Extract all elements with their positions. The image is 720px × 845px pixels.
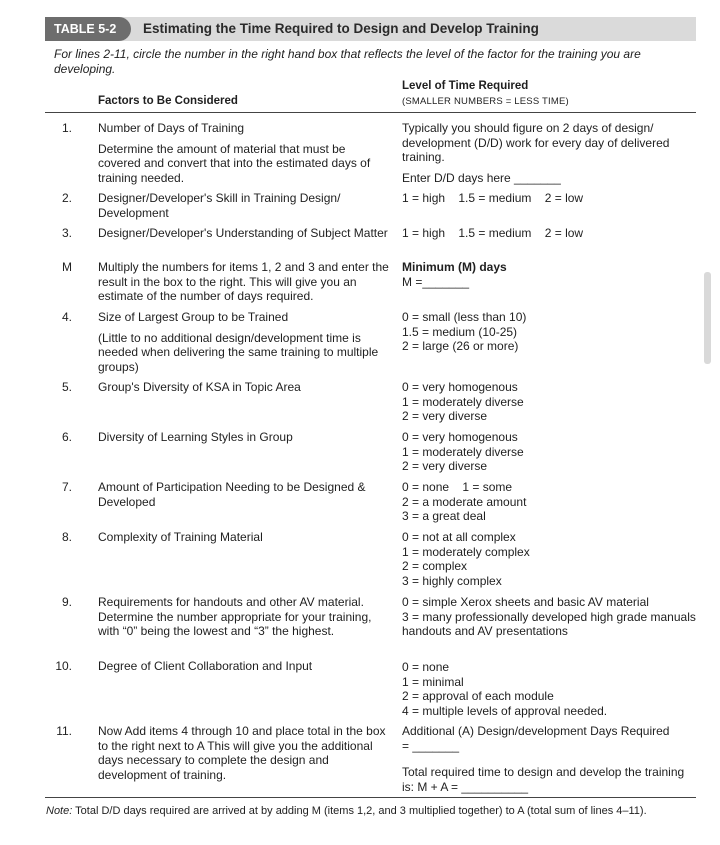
factor-cell [98, 310, 390, 374]
additional-days-entry: = _______ [402, 738, 460, 753]
level-cell [402, 121, 698, 185]
level-option: 0 = none [402, 660, 450, 674]
row-number: 7. [61, 480, 72, 494]
factor-title: Designer/Developer's Understanding of Subject Matter [98, 226, 388, 240]
level-cell [402, 310, 698, 354]
factor-title: Amount of Participation Needing to be Designed & Developed [98, 480, 366, 509]
level-cell [402, 724, 698, 794]
cropped-marks [520, 0, 670, 4]
level-option: 2 = approval of each module [402, 689, 554, 704]
level-cell [402, 595, 698, 639]
level-text: Typically you should figure on 2 days of design/ development (D/D) work for every day of delivered training. [402, 121, 670, 165]
level-column-subtitle: (SMALLER NUMBERS = LESS TIME) [402, 95, 569, 107]
level-cell [402, 530, 698, 588]
level-text: 1 = high 1.5 = medium 2 = low [402, 226, 584, 240]
table-title: Estimating the Time Required to Design and Develop Training [143, 21, 539, 36]
level-text: 1 = high 1.5 = medium 2 = low [402, 191, 584, 205]
factor-title: Requirements for handouts and other AV material. Determine the number appropriate for your training, with “0” being the lowest and “3” the highest. [98, 595, 372, 639]
note-label: Note: [46, 805, 73, 817]
level-option: 1 = moderately diverse [402, 444, 524, 459]
level-option: 3 = highly complex [402, 573, 502, 588]
minimum-days-title: Minimum (M) days [402, 260, 507, 274]
level-option: 2 = very diverse [402, 459, 488, 474]
level-option: 2 = a moderate amount [402, 494, 527, 509]
row-number: 5. [61, 380, 72, 394]
factor-detail: Determine the amount of material that must be covered and convert that into the estimated days of training needed. [98, 141, 371, 185]
level-option: 1.5 = medium (10-25) [402, 324, 518, 339]
row-number: 2. [61, 191, 72, 205]
table-number-tag: TABLE 5-2 [45, 17, 131, 41]
level-option: 0 = very homogenous [402, 430, 518, 444]
factors-column-header: Factors to Be Considered [98, 95, 238, 107]
row-number: 4. [61, 310, 72, 324]
row-number: 6. [61, 430, 72, 444]
level-option: 0 = none 1 = some [402, 480, 513, 494]
table-instructions: For lines 2-11, circle the number in the right hand box that reflects the level of the factor for the training you are developing. [54, 47, 641, 76]
level-cell [402, 380, 698, 424]
level-cell [402, 480, 698, 524]
row-number: 10. [55, 659, 72, 673]
row-number: 11. [56, 724, 72, 738]
factor-cell [98, 121, 390, 185]
minimum-days-entry: M =_______ [402, 274, 470, 289]
level-option: 1 = moderately complex [402, 544, 530, 559]
factor-title: Complexity of Training Material [98, 530, 263, 544]
table-note [46, 804, 716, 819]
scrollbar-thumb[interactable] [704, 272, 711, 364]
total-time-entry: Total required time to design and develop the training is: M + A = __________ [402, 765, 685, 794]
level-cell [402, 660, 698, 718]
level-option: 2 = very diverse [402, 409, 488, 424]
level-option: 4 = multiple levels of approval needed. [402, 703, 608, 718]
factor-title: Number of Days of Training [98, 121, 245, 135]
level-option: 1 = minimal [402, 674, 464, 689]
note-text: Total D/D days required are arrived at by adding M (items 1,2, and 3 multiplied together) to A (total sum of lines 4–11). [72, 805, 647, 817]
factor-title: Multiply the numbers for items 1, 2 and 3 and enter the result in the box to the right. This will give you an estimate of the number of days required. [98, 260, 389, 304]
level-option: 3 = many professionally developed high grade manuals handouts and AV presentations [402, 609, 696, 639]
level-option: 0 = simple Xerox sheets and basic AV material [402, 595, 649, 609]
dd-days-entry: Enter D/D days here _______ [402, 170, 561, 185]
level-cell [402, 260, 698, 289]
row-number: 9. [61, 595, 72, 609]
factor-title: Designer/Developer's Skill in Training Design/ Development [98, 191, 341, 220]
level-option: 0 = very homogenous [402, 380, 518, 394]
factor-detail: (Little to no additional design/development time is needed when delivering the same training to multiple groups) [98, 330, 379, 374]
factor-title: Now Add items 4 through 10 and place total in the box to the right next to A This will give you the additional days necessary to complete the design and development of training. [98, 724, 386, 782]
level-option: 2 = large (26 or more) [402, 339, 519, 354]
level-option: 2 = complex [402, 559, 468, 574]
level-option: 0 = not at all complex [402, 530, 516, 544]
level-option: 1 = moderately diverse [402, 394, 524, 409]
additional-days-label: Additional (A) Design/development Days Required [402, 724, 670, 738]
factor-title: Diversity of Learning Styles in Group [98, 430, 293, 444]
level-column-header [402, 79, 569, 109]
factor-title: Group's Diversity of KSA in Topic Area [98, 380, 301, 394]
row-number: 1. [61, 121, 72, 135]
level-option: 0 = small (less than 10) [402, 310, 527, 324]
row-number: 3. [61, 226, 72, 240]
factor-title: Size of Largest Group to be Trained [98, 310, 289, 324]
level-cell [402, 430, 698, 474]
footer-rule [45, 797, 696, 798]
factor-title: Degree of Client Collaboration and Input [98, 659, 313, 673]
row-number: M [62, 260, 72, 274]
level-option: 3 = a great deal [402, 509, 486, 524]
row-number: 8. [61, 530, 72, 544]
header-rule [45, 112, 696, 113]
level-column-title: Level of Time Required [402, 80, 529, 92]
